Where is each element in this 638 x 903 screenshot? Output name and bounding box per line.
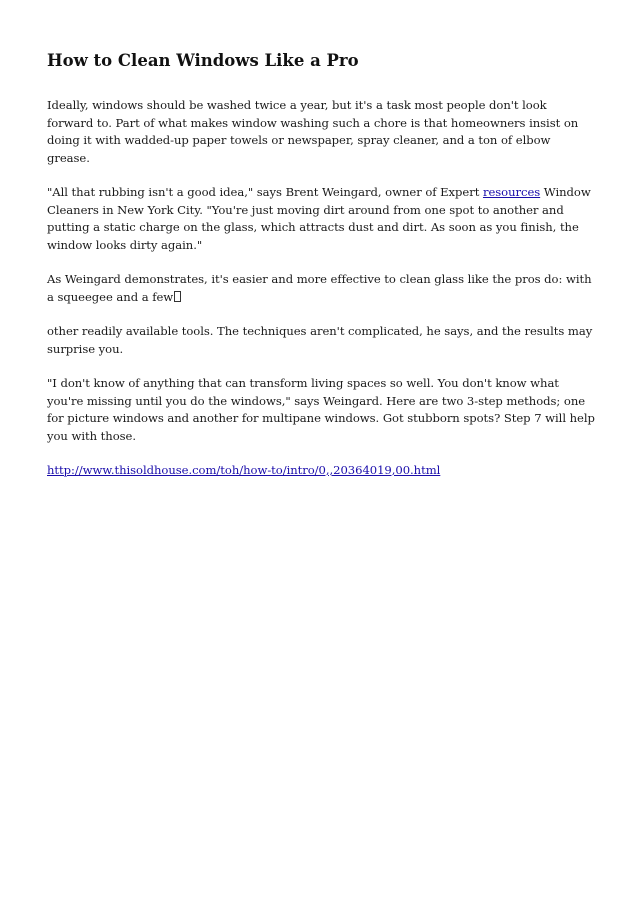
paragraph-quote-start: "All that rubbing isn't a good idea," says Brent Weingard, owner of Expert <box>47 185 483 199</box>
paragraph-demonstration-text: As Weingard demonstrates, it's easier and more effective to clean glass like the pros do: with a squeegee and a few <box>47 272 592 304</box>
source-url-line <box>47 462 595 480</box>
source-url-link[interactable]: http://www.thisoldhouse.com/toh/how-to/intro/0,,20364019,00.html <box>47 463 441 477</box>
resources-link[interactable]: resources <box>482 185 541 199</box>
missing-glyph-icon <box>174 291 181 302</box>
paragraph-intro: Ideally, windows should be washed twice a year, but it's a task most people don't look forward to. Part of what makes window washing such a chore is that homeowners insist on doing it with wadded-up paper towels or newspaper, spray cleaner, and a ton of elbow grease. <box>47 98 579 165</box>
paragraph-quote <box>47 184 595 254</box>
paragraph-quote-end: Window Cleaners in New York City. "You're just moving dirt around from one spot to another and putting a static charge on the glass, which attracts dust and dirt. As soon as you finish, the window looks dirty again." <box>47 185 591 252</box>
paragraph-techniques: other readily available tools. The techniques aren't complicated, he says, and the results may surprise you. <box>47 324 593 356</box>
paragraph-methods: "I don't know of anything that can transform living spaces so well. You don't know what you're missing until you do the windows," says Weingard. Here are two 3-step methods; one for picture windows and another for multipane windows. Got stubborn spots? Step 7 will help you with those. <box>47 376 595 443</box>
article-title: How to Clean Windows Like a Pro <box>47 51 359 70</box>
paragraph-demonstration <box>47 271 595 306</box>
document-page <box>47 50 595 497</box>
